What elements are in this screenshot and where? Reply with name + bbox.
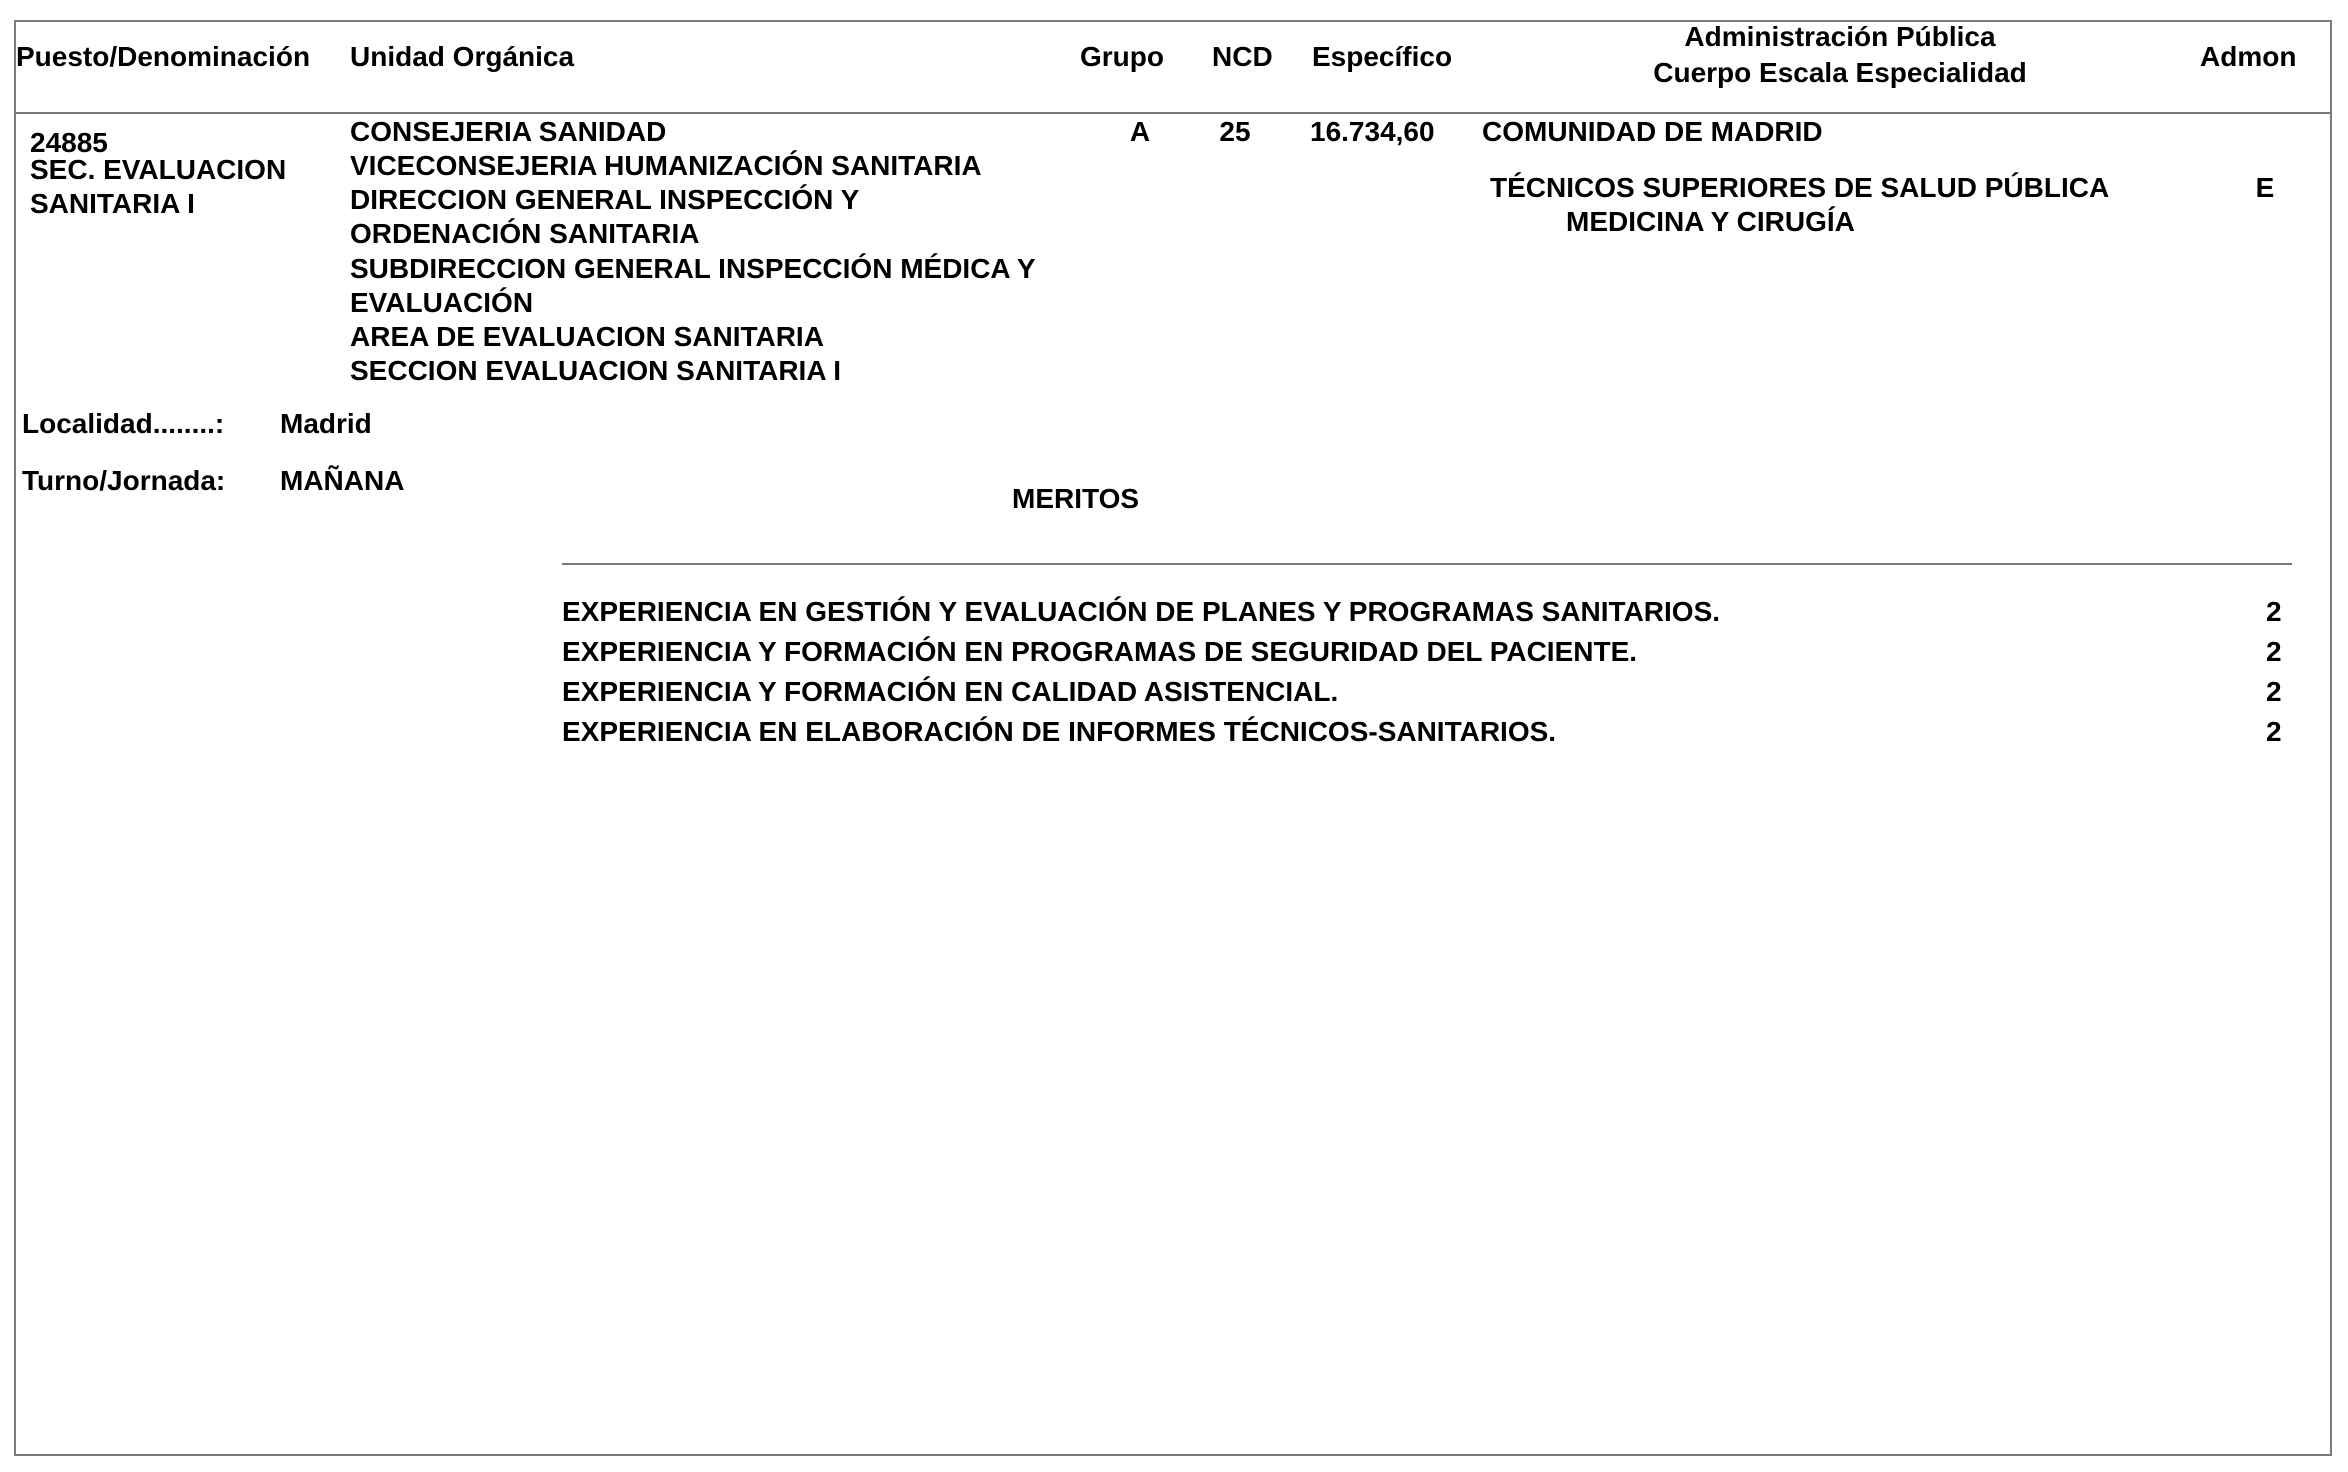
merito-text: EXPERIENCIA EN ELABORACIÓN DE INFORMES TÉCNICOS-SANITARIOS.	[562, 716, 1557, 747]
merito-points: 2	[2266, 676, 2282, 707]
header-puesto: Puesto/Denominación	[16, 41, 311, 72]
localidad-label: Localidad........:	[22, 408, 225, 439]
record-denominacion-line: SEC. EVALUACION	[30, 154, 287, 185]
header-grupo: Grupo	[1080, 41, 1164, 72]
header-cuerpo-escala: Cuerpo Escala Especialidad	[1653, 57, 2027, 88]
unidad-line: ORDENACIÓN SANITARIA	[350, 218, 700, 249]
merito-points: 2	[2266, 636, 2282, 667]
header-unidad: Unidad Orgánica	[350, 41, 575, 72]
record-cuerpo: TÉCNICOS SUPERIORES DE SALUD PÚBLICA	[1490, 172, 2110, 203]
merito-text: EXPERIENCIA Y FORMACIÓN EN CALIDAD ASISTENCIAL.	[562, 676, 1339, 707]
header-admon: Admon	[2200, 41, 2297, 72]
turno-value: MAÑANA	[280, 465, 405, 496]
record-grupo: A	[1129, 116, 1151, 147]
turno-label: Turno/Jornada:	[22, 465, 226, 496]
meritos-title: MERITOS	[1012, 483, 1140, 514]
unidad-line: VICECONSEJERIA HUMANIZACIÓN SANITARIA	[350, 150, 982, 181]
record-especifico: 16.734,60	[1310, 116, 1435, 147]
unidad-line: SECCION EVALUACION SANITARIA I	[350, 355, 842, 386]
unidad-line: AREA DE EVALUACION SANITARIA	[350, 321, 824, 352]
record-ncd: 25	[1219, 116, 1251, 147]
record-admon: E	[2255, 172, 2275, 203]
unidad-line: EVALUACIÓN	[350, 287, 534, 318]
merito-text: EXPERIENCIA EN GESTIÓN Y EVALUACIÓN DE PLANES Y PROGRAMAS SANITARIOS.	[562, 596, 1721, 627]
merito-text: EXPERIENCIA Y FORMACIÓN EN PROGRAMAS DE SEGURIDAD DEL PACIENTE.	[562, 636, 1638, 667]
unidad-line: SUBDIRECCION GENERAL INSPECCIÓN MÉDICA Y	[350, 253, 1036, 284]
unidad-line: DIRECCION GENERAL INSPECCIÓN Y	[350, 184, 860, 215]
record-administracion: COMUNIDAD DE MADRID	[1482, 116, 1823, 147]
header-administracion: Administración Pública	[1684, 21, 1996, 52]
header-divider	[14, 112, 2332, 114]
record-especialidad: MEDICINA Y CIRUGÍA	[1566, 206, 1855, 237]
merito-points: 2	[2266, 596, 2282, 627]
header-ncd: NCD	[1212, 41, 1273, 72]
header-especifico: Específico	[1312, 41, 1453, 72]
localidad-value: Madrid	[280, 408, 372, 439]
record-code: 24885	[30, 127, 108, 158]
record-denominacion-line: SANITARIA I	[30, 188, 195, 219]
merito-points: 2	[2266, 716, 2282, 747]
unidad-line: CONSEJERIA SANIDAD	[350, 116, 667, 147]
meritos-divider	[562, 563, 2292, 565]
